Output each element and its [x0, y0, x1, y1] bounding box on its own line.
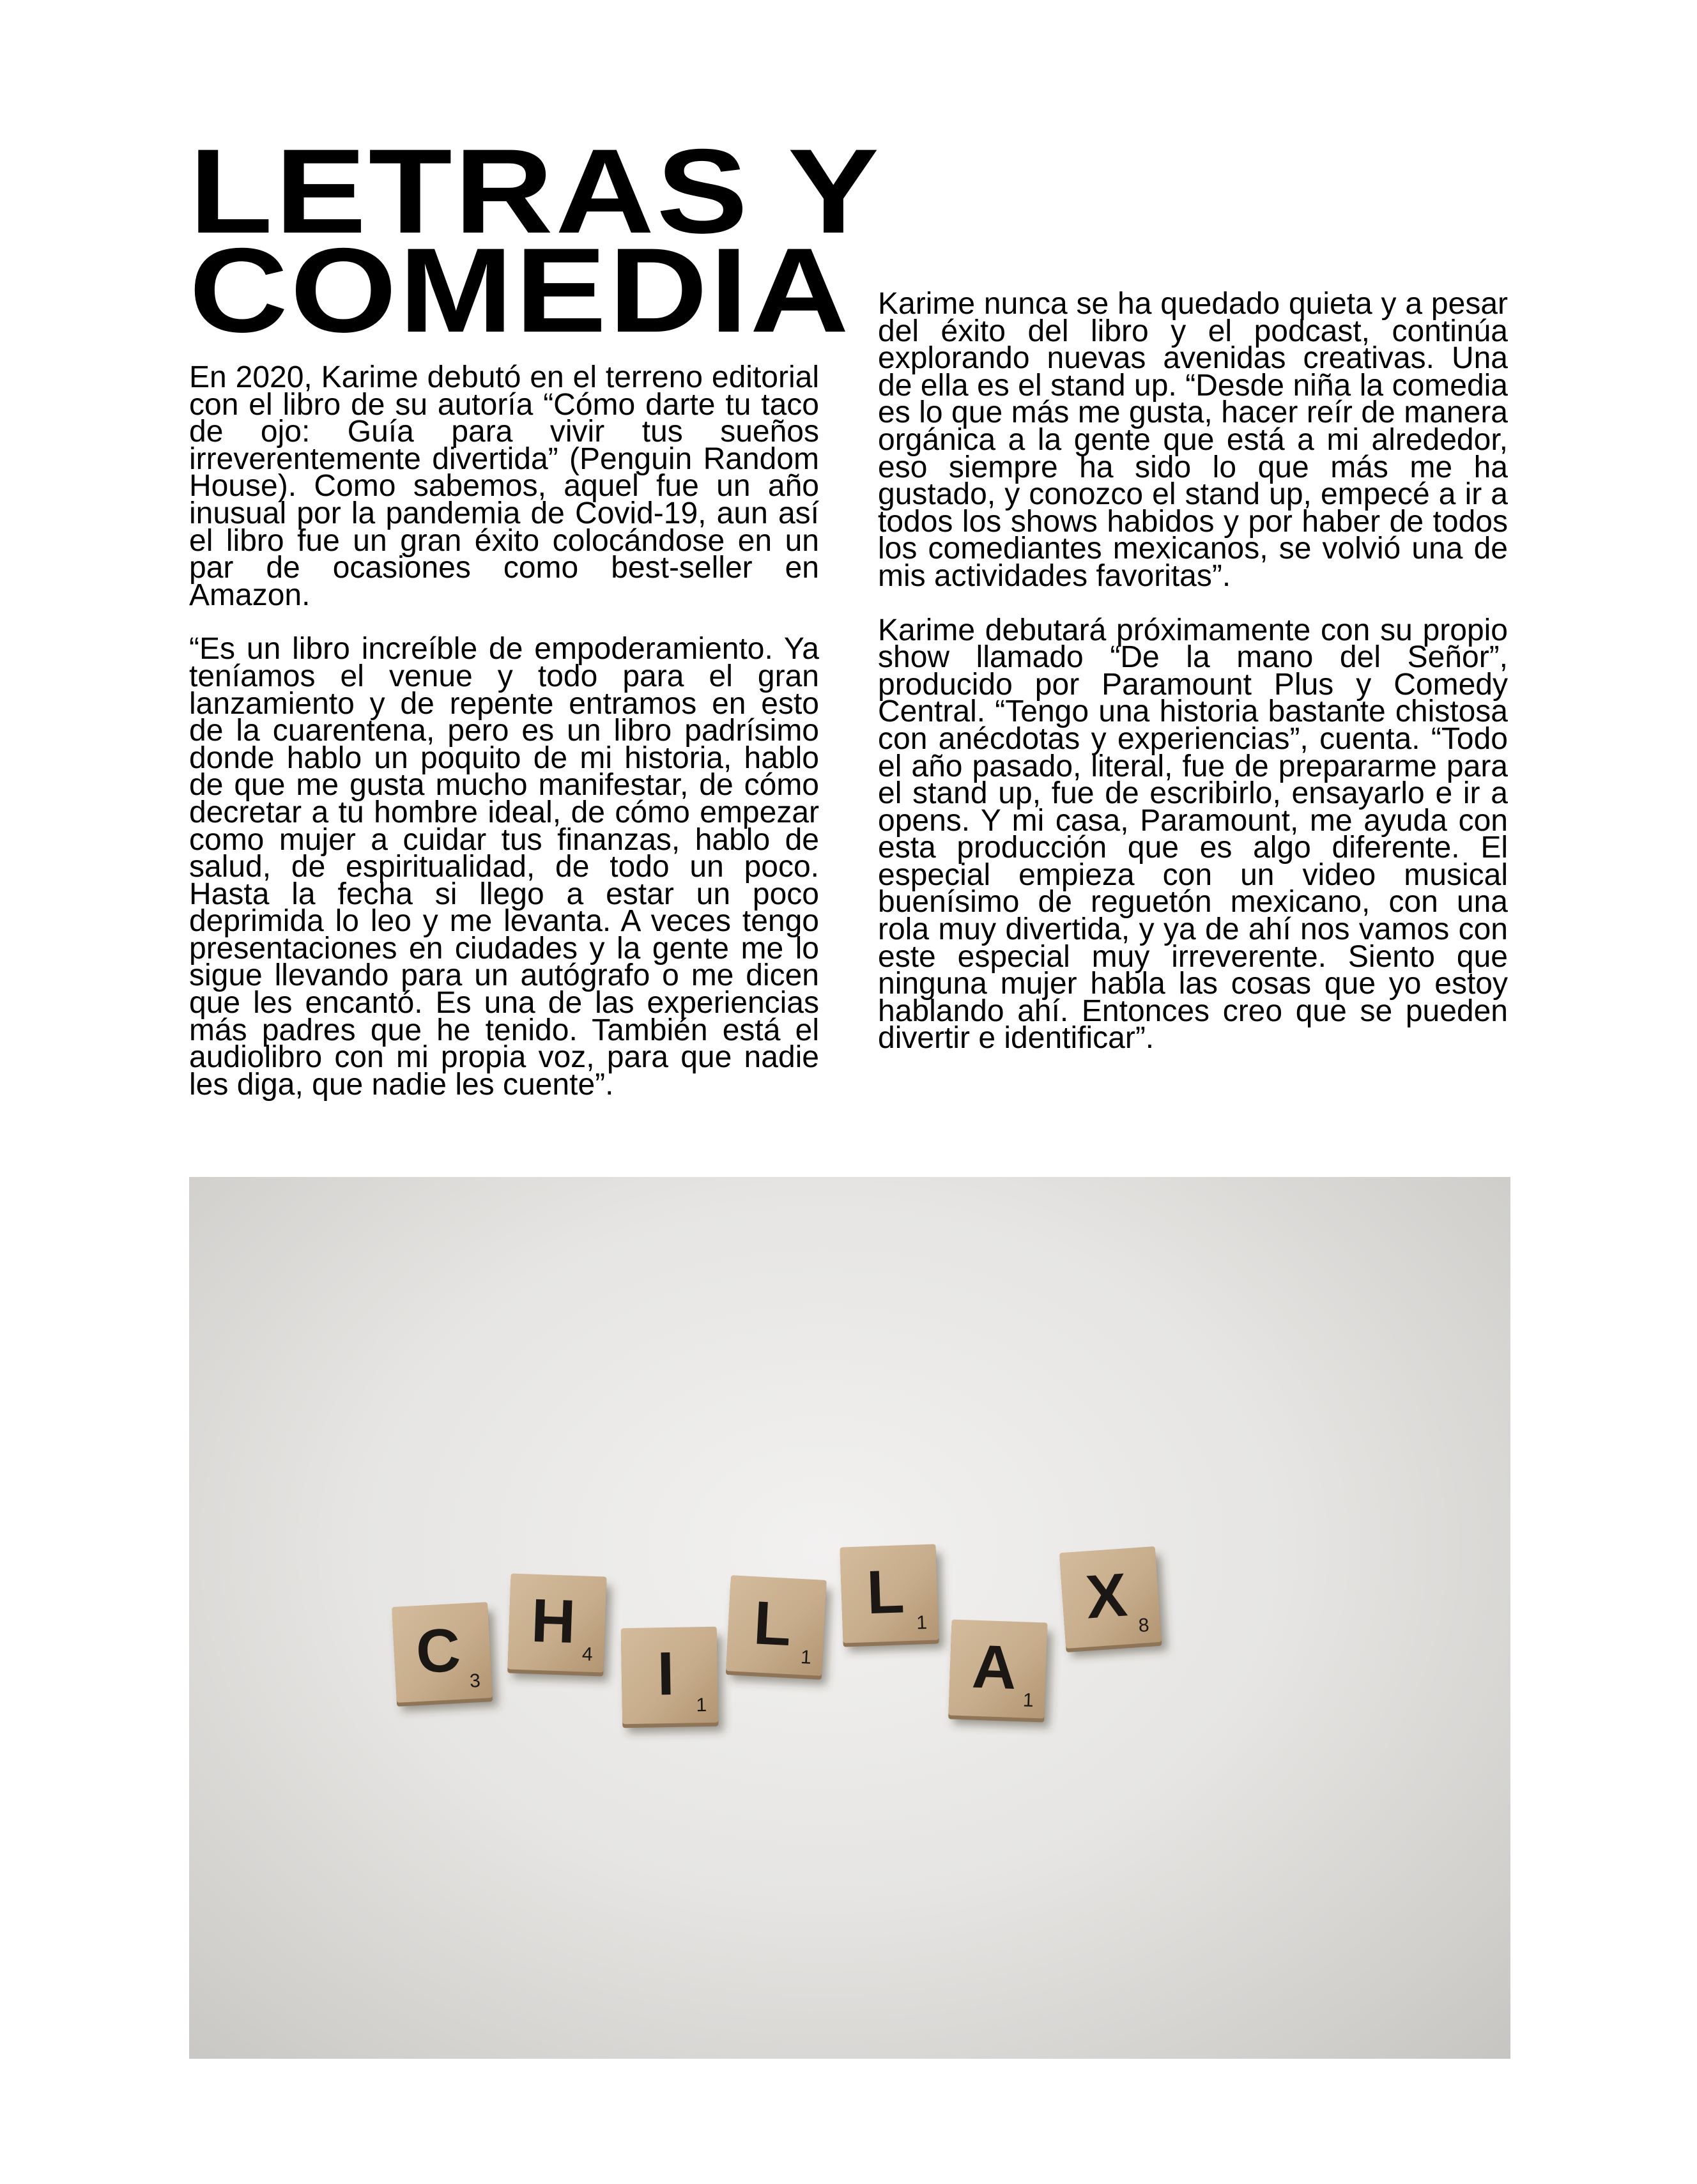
letter-tile-i [621, 1627, 724, 1734]
tile-points: 1 [800, 1647, 812, 1668]
tile-letter: L [752, 1588, 794, 1659]
letter-tile-l [840, 1544, 944, 1652]
letter-tile-h [507, 1573, 612, 1681]
tile-points: 1 [696, 1694, 707, 1716]
title-line-1: LETRAS Y [189, 124, 882, 258]
tile-points: 4 [581, 1643, 594, 1665]
tile-letter: A [971, 1632, 1018, 1702]
letter-tile-x [1059, 1546, 1167, 1657]
right-text-column [878, 287, 1508, 1079]
letter-tile-l [725, 1575, 831, 1685]
paragraph: Karime debutará próximamente con su propio show llamado “De la mano del Señor”, producido por Paramount Plus y Comedy Central. “Tengo una historia bastante chistosa con anécdotas y experiencias”, cuenta. “Todo el año pasado, literal, fue de prepararme para el stand up, fue de escribirlo, ensayarlo e ir a opens. Y mi casa, Paramount, me ayuda con esta producción que es algo diferente. El especial empieza con un video musical buenísimo de reguetón mexicano, con una rola muy divertida, y ya de ahí nos vamos con este especial muy irreverente. Siento que ninguna mujer habla las cosas que yo estoy hablando ahí. Entonces creo que se pueden divertir e identificar”. [878, 613, 1508, 1056]
scrabble-tiles-photo [189, 1177, 1510, 2059]
tile-points: 1 [1022, 1689, 1034, 1711]
letter-tile-c [392, 1602, 498, 1712]
paragraph: En 2020, Karime debutó en el terreno editorial con el libro de su autoría “Cómo darte tu taco de ojo: Guía para vivir tus sueños irreverentemente divertida” (Penguin Random House). Como sabemos, aquel fue un año inusual por la pandemia de Covid-19, aun así el libro fue un gran éxito colocándose en un par de ocasiones como best-seller en Amazon. [189, 360, 819, 612]
tile-letter: L [865, 1557, 906, 1627]
article-title [189, 124, 990, 357]
paragraph: Karime nunca se ha quedado quieta y a pesar del éxito del libro y el podcast, continúa explorando nuevas avenidas creativas. Una de ella es el stand up. “Desde niña la comedia es lo que más me gusta, hacer reír de manera orgánica a la gente que está a mi alrededor, eso siempre ha sido lo que más me ha gustado, y conozco el stand up, empecé a ir a todos los shows habidos y por haber de todos los comediantes mexicanos, se volvió una de mis actividades favoritas”. [878, 287, 1508, 593]
left-text-column [189, 360, 819, 1125]
tile-points: 1 [916, 1611, 928, 1634]
tile-letter: H [530, 1586, 577, 1656]
tile-letter: C [414, 1615, 463, 1687]
tile-points: 3 [469, 1670, 481, 1692]
title-line-2: COMEDIA [189, 223, 852, 357]
tile-letter: I [656, 1639, 675, 1709]
tiles-illustration [189, 1177, 1510, 2059]
tile-points: 8 [1137, 1614, 1150, 1637]
paragraph: “Es un libro increíble de empoderamiento. Ya teníamos el venue y todo para el gran lanzamiento y de repente entramos en esto de la cuarentena, pero es un libro padrísimo donde hablo un poquito de mi historia, hablo de que me gusta mucho manifestar, de cómo decretar a tu hombre ideal, de cómo empezar como mujer a cuidar tus finanzas, hablo de salud, de espiritualidad, de todo un poco. Hasta la fecha si llego a estar un poco deprimida lo leo y me levanta. A veces tengo presentaciones en ciudades y la gente me lo sigue llevando para un autógrafo o me dicen que les encantó. Es una de las experiencias más padres que he tenido. También está el audiolibro con mi propia voz, para que nadie les diga, que nadie les cuente”. [189, 632, 819, 1102]
letter-tile-a [948, 1619, 1053, 1727]
tile-letter: X [1084, 1560, 1130, 1632]
